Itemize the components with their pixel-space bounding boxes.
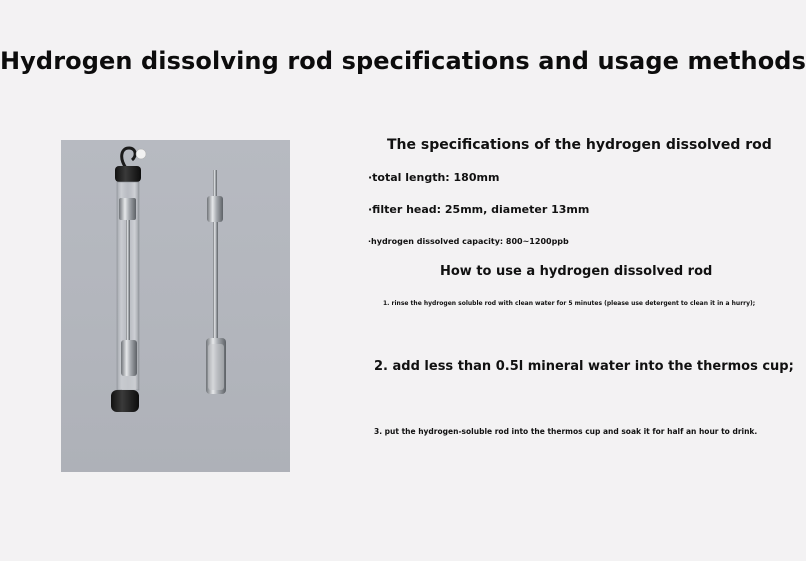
spec-filter-head: ·filter head: 25mm, diameter 13mm [368,203,590,216]
spec-dissolved-capacity: ·hydrogen dissolved capacity: 800~1200ppb [368,237,569,246]
product-photo [61,140,290,472]
usage-step-3: 3. put the hydrogen-soluble rod into the thermos cup and soak it for half an hour to drink. [374,427,758,436]
usage-heading: How to use a hydrogen dissolved rod [440,264,713,279]
rod-standalone [206,170,226,394]
rod-in-tube [111,148,146,412]
spec-total-length: ·total length: 180mm [368,171,500,184]
hydrogen-rod-image [61,140,290,472]
specifications-heading: The specifications of the hydrogen dissolved rod [387,137,772,153]
usage-step-1: 1. rinse the hydrogen soluble rod with clean water for 5 minutes (please use detergent to clean it in a hurry); [383,300,756,307]
usage-step-2: 2. add less than 0.5l mineral water into the thermos cup; [374,359,794,374]
page-title: Hydrogen dissolving rod specifications and usage methods [0,47,806,75]
